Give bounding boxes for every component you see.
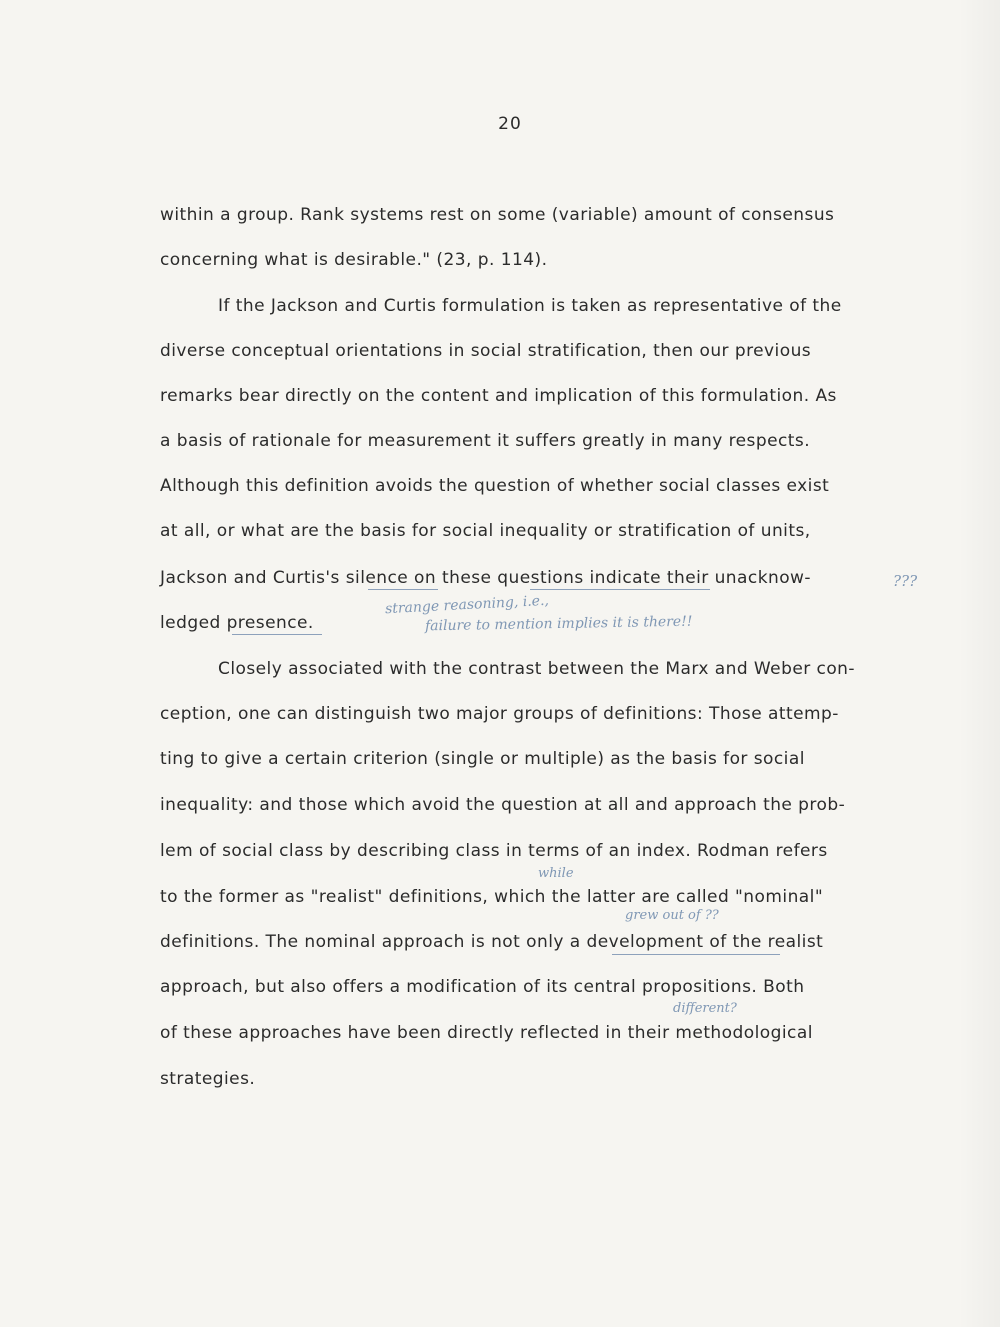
text-line-4: diverse conceptual orientations in social stratification, then our previous: [160, 341, 812, 361]
text-line-18: approach, but also offers a modification of its central propositions. Both: [160, 977, 805, 997]
page-edge-shadow: [958, 0, 1000, 1327]
text-line-10: ledged presence.: [160, 613, 314, 633]
text-line-16: to the former as "realist" definitions, which the latter are called "nominal": [160, 887, 824, 907]
text-line-14: inequality: and those which avoid the question at all and approach the prob-: [160, 795, 846, 815]
text-line-20: strategies.: [160, 1069, 256, 1089]
text-line-6: a basis of rationale for measurement it suffers greatly in many respects.: [160, 431, 811, 451]
handwritten-note-line-2: failure to mention implies it is there!!: [424, 613, 693, 635]
handwritten-grew-out-of: grew out of ??: [625, 908, 719, 923]
text-line-5: remarks bear directly on the content and implication of this formulation. As: [160, 386, 837, 406]
text-line-17: definitions. The nominal approach is not only a development of the realist: [160, 932, 824, 952]
text-line-13: ting to give a certain criterion (single or multiple) as the basis for social: [160, 749, 805, 769]
margin-question-marks: ???: [893, 572, 918, 590]
text-line-2: concerning what is desirable." (23, p. 114).: [160, 250, 548, 270]
text-line-8: at all, or what are the basis for social inequality or stratification of units,: [160, 521, 811, 541]
text-line-12: ception, one can distinguish two major groups of definitions: Those attemp-: [160, 704, 839, 724]
underline-development: [612, 954, 780, 955]
text-line-11: Closely associated with the contrast between the Marx and Weber con-: [218, 659, 855, 679]
text-line-19: of these approaches have been directly reflected in their methodological: [160, 1023, 813, 1043]
handwritten-different: different?: [673, 1001, 737, 1016]
text-line-1: within a group. Rank systems rest on some (variable) amount of consensus: [160, 205, 835, 225]
text-line-15: lem of social class by describing class in terms of an index. Rodman refers: [160, 841, 828, 861]
handwritten-note-line-1: strange reasoning, i.e.,: [384, 592, 550, 618]
text-line-7: Although this definition avoids the question of whether social classes exist: [160, 476, 830, 496]
underline-presence: [232, 634, 322, 635]
text-line-9: Jackson and Curtis's silence on these questions indicate their unacknow-: [160, 568, 811, 588]
underline-questions-indicate: [530, 589, 710, 590]
text-line-3: If the Jackson and Curtis formulation is taken as representative of the: [218, 296, 842, 316]
underline-silence: [368, 589, 438, 590]
page-number: 20: [498, 114, 522, 134]
handwritten-while: while: [538, 866, 574, 881]
